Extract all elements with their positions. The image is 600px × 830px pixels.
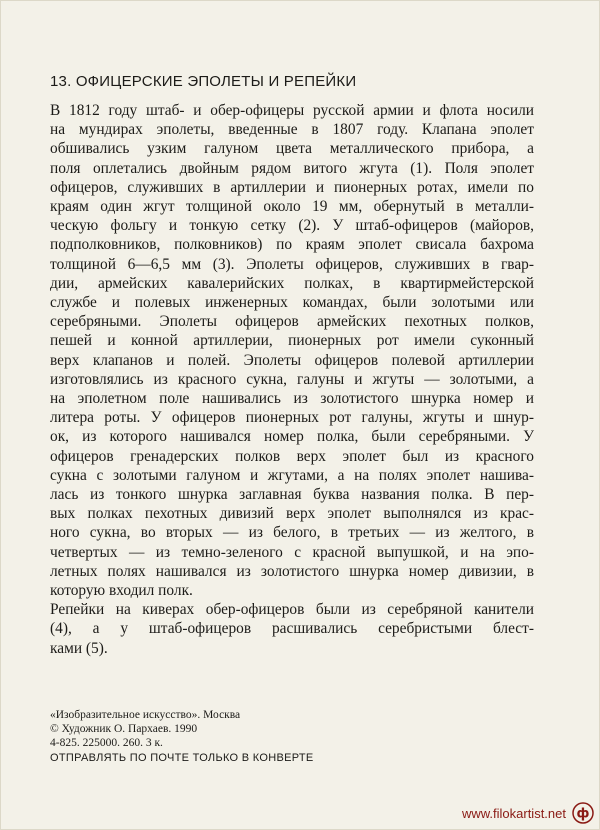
page-title: 13. ОФИЦЕРСКИЕ ЭПОЛЕТЫ И РЕПЕЙКИ (50, 73, 357, 90)
watermark-url: www.filokartist.net (461, 806, 566, 821)
text-line: подполковников, полковников) по краям эполет свисала бахрома (50, 236, 534, 254)
imprint-block (50, 708, 240, 750)
text-line: ками (5). (50, 639, 108, 657)
text-line: на мундирах эполеты, введенные в 1807 году. Клапана эполет (50, 121, 534, 139)
text-line: обшивались узким галуном цвета металлического прибора, а (50, 140, 534, 158)
text-line: офицеров, служивших в артиллерии и пионерных ротах, имели по (50, 178, 534, 196)
text-line: краям один жгут толщиной около 19 мм, обернутый в металли- (50, 198, 534, 216)
text-line: литера роты. У офицеров пионерных рот галуны, жгуты и шнур- (50, 409, 534, 427)
text-line: на эполетном поле нашивались из золотистого шнурка номер и (50, 390, 534, 408)
text-line: ок, из которого нашивался номер полка, были серебряными. У (50, 428, 534, 446)
artist-credit: © Художник О. Пархаев. 1990 (50, 723, 198, 735)
text-line: лась из тонкого шнурка заглавная буква названия полка. В пер- (50, 486, 534, 504)
text-line: сукна с золотыми галуном и жгутами, а на полях эполет нашива- (50, 466, 534, 484)
text-line: ческую фольгу и тонкую сетку (2). У штаб-офицеров (майоров, (50, 217, 534, 235)
print-info: 4-825. 225000. 260. 3 к. (50, 737, 163, 749)
text-line: вых полках пехотных дивизий верх эполет выполнялся из крас- (50, 505, 534, 523)
text-line: поля оплетались двойным рядом витого жгута (1). Поля эполет (50, 159, 534, 177)
text-line: (4), а у штаб-офицеров расшивались серебристыми блест- (50, 620, 534, 638)
text-line: дии, армейских кавалерийских полках, в квартирмейстерской (50, 274, 534, 292)
text-line: ного сукна, во вторых — из белого, в третьих — из желтого, в (50, 524, 534, 542)
text-line: офицеров гренадерских полков верх эполет был из красного (50, 447, 534, 465)
text-line: верх клапанов и полей. Эполеты офицеров полевой артиллерии (50, 351, 534, 369)
text-line: службе и полевых инженерных командах, были золотыми или (50, 294, 534, 312)
publisher-line: «Изобразительное искусство». Москва (50, 709, 241, 721)
text-line: Репейки на киверах обер-офицеров были из серебряной канители (50, 601, 534, 619)
watermark-logo-letter: ф (576, 806, 590, 822)
watermark-logo-icon (572, 802, 594, 824)
text-line: изготовлялись из красного сукна, галуны и жгуты — золотыми, а (50, 370, 534, 388)
text-line: которую входил полк. (50, 582, 193, 600)
article-body (50, 101, 534, 658)
text-line: толщиной 6—6,5 мм (3). Эполеты офицеров, служивших в гвар- (50, 255, 534, 273)
text-line: летных полях нашивался из золотистого шнурка номер дивизии, в (50, 562, 534, 580)
mail-instruction: ОТПРАВЛЯТЬ ПО ПОЧТЕ ТОЛЬКО В КОНВЕРТЕ (50, 752, 314, 764)
text-line: четвертых — из темно-зеленого с красной выпушкой, и на эпо- (50, 543, 534, 561)
text-line: пешей и конной артиллерии, пионерных рот имели суконный (50, 332, 534, 350)
text-line: серебряными. Эполеты офицеров армейских пехотных полков, (50, 313, 534, 331)
text-line: В 1812 году штаб- и обер-офицеры русской армии и флота носили (50, 102, 534, 119)
